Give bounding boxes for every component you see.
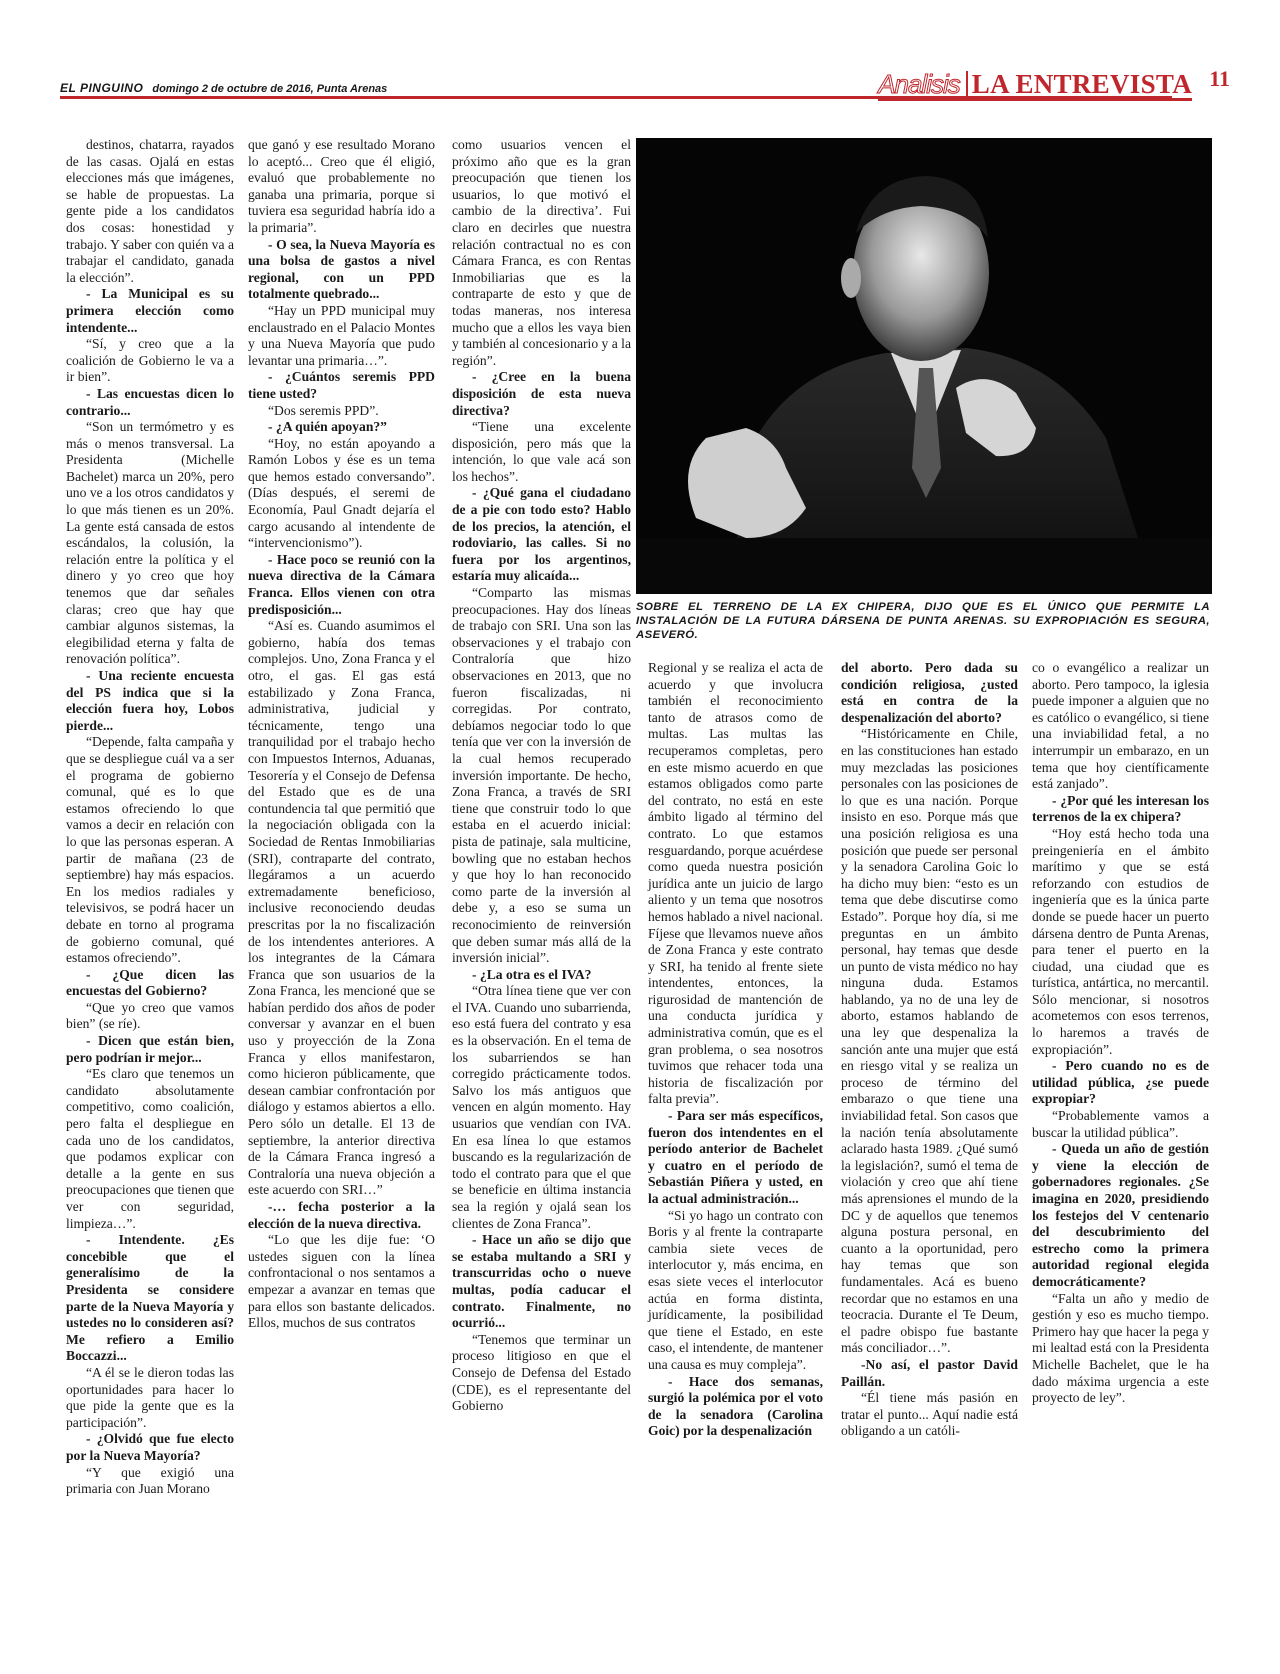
article-column-1 bbox=[66, 137, 234, 1498]
article-column-4 bbox=[648, 660, 823, 1440]
answer-paragraph: destinos, chatarra, rayados de las casas. Ojalá en estas elecciones más que imágenes, se hable de propuestas. La gente pide a los candidatos dos cosas: honestidad y trabajo. Y saber con quién va a trabajar el candidato, ganada la elección”. bbox=[66, 137, 234, 285]
answer-paragraph: “Comparto las mismas preocupaciones. Hay dos líneas de trabajo con SRI. Una son las observaciones y el trabajo con Contraloría que hizo observaciones en 2013, que no fueron fiscalizadas, ni corregidas. Por contrato, debíamos negociar todo lo que tenía que ver con la inversión de la cual hemos recuperado inversión importante. De hecho, Zona Franca, a través de SRI tiene que construir todo lo que estaba en el acuerdo inicial: pista de patinaje, sala multicine, bowling que no estaban hechos y que hoy lo han reconocido como parte de la inversión al debe y, a eso se suma un reconocimiento de reinversión que deben sumar más allá de la inversión inicial”. bbox=[452, 585, 631, 966]
interview-question: - Queda un año de gestión y viene la elección de gobernadores regionales. ¿Se imagina en 2020, presidiendo los festejos del V centenario del descubrimiento del estrecho como la primera autoridad regional elegida democráticamente? bbox=[1032, 1141, 1209, 1289]
interview-photo bbox=[636, 138, 1212, 594]
answer-paragraph: “Es claro que tenemos un candidato absolutamente competitivo, como coalición, pero falta el despliegue en cada uno de los candidatos, que podamos explicar con detalle a la gente en sus preocupaciones que tienen que ver con seguridad, limpieza…”. bbox=[66, 1066, 234, 1231]
answer-paragraph: “Si yo hago un contrato con Boris y al frente la contraparte cambia siete veces de interlocutor y, más encima, en esas siete veces el interlocutor actúa en forma distinta, jurídicamente, la posibilidad que tiene el Estado, en este caso, el intendente, de mantener una causa es muy compleja”. bbox=[648, 1207, 823, 1372]
answer-paragraph: “Lo que les dije fue: ‘O ustedes siguen con la línea confrontacional o nos sentamos a empezar a avanzar en temas que para ellos son bastante delicados. Ellos, muchos de sus contratos bbox=[248, 1232, 435, 1331]
answer-paragraph: “Falta un año y medio de gestión y eso es mucho tiempo. Primero hay que hacer la pega y mi lealtad está con la Presidenta Michelle Bachelet, que le ha dado máxima urgencia a este proyecto de ley”. bbox=[1032, 1290, 1209, 1406]
article-column-3 bbox=[452, 137, 631, 1415]
interview-question: - ¿A quién apoyan?” bbox=[268, 419, 387, 435]
answer-paragraph: “A él se le dieron todas las oportunidades para hacer lo que pide la gente que es la participación”. bbox=[66, 1364, 234, 1430]
answer-paragraph: “Tenemos que terminar un proceso litigioso en que el Consejo de Defensa del Estado (CDE), es el representante del Gobierno bbox=[452, 1331, 631, 1414]
interview-question: - Pero cuando no es de utilidad pública, ¿se puede expropiar? bbox=[1032, 1058, 1209, 1107]
interview-question: - Una reciente encuesta del PS indica que si la elección fuera hoy, Lobos pierde... bbox=[66, 668, 234, 733]
answer-paragraph: “Que yo creo que vamos bien” (se ríe). bbox=[66, 999, 234, 1032]
interview-question: - ¿Qué gana el ciudadano de a pie con todo esto? Hablo de los precios, la atención, el rodoviario, las calles. Si no fuera por los argentinos, estaría muy alicaída... bbox=[452, 485, 631, 584]
answer-paragraph: “Hay un PPD municipal muy enclaustrado en el Palacio Montes y una Nueva Mayoría que pudo levantar una primaria…”. bbox=[248, 302, 435, 368]
section-title: LA ENTREVISTA bbox=[971, 68, 1192, 99]
newspaper-brand: EL PINGUINO bbox=[60, 81, 144, 95]
article-column-6 bbox=[1032, 660, 1209, 1407]
section-divider bbox=[966, 71, 968, 97]
interview-question: - Las encuestas dicen lo contrario... bbox=[66, 385, 234, 418]
masthead bbox=[60, 81, 387, 95]
interview-question: - Dicen que están bien, pero podrían ir mejor... bbox=[66, 1033, 234, 1065]
interview-question: - ¿Que dicen las encuestas del Gobierno? bbox=[66, 966, 234, 999]
answer-paragraph: “Depende, falta campaña y que se despliegue cuál va a ser el programa de gobierno comunal, qué es lo que estamos ofreciendo lo que vamos a decir en relación con lo que las personas esperan. A partir de mañana (23 de septiembre) hay más espacios. En los medios radiales y televisivos, se podrá hacer un debate en torno al programa de gobierno comunal, qué estamos ofreciendo”. bbox=[66, 734, 234, 966]
section-script: Analisis bbox=[878, 68, 960, 99]
answer-paragraph: “Así es. Cuando asumimos el gobierno, había dos temas complejos. Uno, Zona Franca y el otro, el gas. El gas está estabilizado y Zona Franca, administrativa, judicial y técnicamente, tengo una tranquilidad por el trabajo hecho con Impuestos Internos, Aduanas, Tesorería y el Consejo de Defensa del Estado que es de una contundencia tal que permitió que la negociación obligada con la Sociedad de Rentas Inmobiliarias (SRI), contraparte del contrato, llegáramos a un acuerdo extremadamente beneficioso, inclusive reconociendo deudas prescritas por la no fiscalización de los intendentes anteriores. A los integrantes de la Cámara Franca que son usuarios de la Zona Franca, les mencioné que se habían perdido dos años de poder conversar y avanzar en el buen uso y proyección de la Zona Franca y ellos manifestaron, como hicieron públicamente, que desean cambiar confrontación por diálogo y estamos abiertos a ello. Pero sólo un detalle. El 13 de septiembre, la anterior directiva de la Cámara Franca ingresó a Contraloría una nueva objeción a este acuerdo con SRI…” bbox=[248, 618, 435, 1198]
section-label bbox=[878, 70, 1192, 101]
answer-paragraph-continued: como usuarios vencen el próximo año que es la gran preocupación que tienen los usuarios, lo que motivó el cambio de la directiva’. Fui claro en decirles que nuestra relación contractual no es con Cámara Franca, es con Rentas Inmobiliarias que es la contraparte de esto y que de todas maneras, nos interesa mucho que a ellos les vaya bien y también al concesionario y a la región”. bbox=[452, 137, 631, 368]
interview-question: - ¿Cuántos seremis PPD tiene usted? bbox=[248, 369, 435, 401]
interviewee-photo-illustration bbox=[636, 138, 1212, 594]
answer-paragraph: “Hoy, no están apoyando a Ramón Lobos y ése es un tema que hemos estado conversando”. (Días después, el seremi de Economía, Paul Gnadt dejaría el cargo acusando al intendente de “intervencionismo”). bbox=[248, 435, 435, 551]
interview-question: - Hace dos semanas, surgió la polémica por el voto de la senadora (Carolina Goic) por la despenalización bbox=[648, 1373, 823, 1439]
answer-paragraph: “Sí, y creo que a la coalición de Gobierno le va a ir bien”. bbox=[66, 336, 234, 385]
interview-question: - Intendente. ¿Es concebible que el generalísimo de la Presidenta se considere parte de la Nueva Mayoría y ustedes no lo consideren así? Me refiero a Emilio Boccazzi... bbox=[66, 1232, 234, 1364]
interview-question: - Hace un año se dijo que se estaba multando a SRI y transcurridas ocho o nueve multas, podía caducar el contrato. Finalmente, no ocurrió... bbox=[452, 1232, 631, 1331]
interview-question-continued: del aborto. Pero dada su condición religiosa, ¿usted está en contra de la despenalización del aborto? bbox=[841, 660, 1018, 725]
answer-paragraph: “Él tiene más pasión en tratar el punto... Aquí nadie está obligando a un católi- bbox=[841, 1390, 1018, 1439]
page-number: 11 bbox=[1209, 66, 1230, 91]
answer-paragraph: “Dos seremis PPD”. bbox=[268, 402, 379, 418]
article-column-2 bbox=[248, 137, 435, 1332]
issue-date: domingo 2 de octubre de 2016, Punta Arenas bbox=[152, 83, 388, 95]
interview-question: -… fecha posterior a la elección de la nueva directiva. bbox=[248, 1199, 435, 1231]
answer-paragraph: “Son un termómetro y es más o menos transversal. La Presidenta (Michelle Bachelet) marca un 20%, pero uno ve a los otros candidatos y lo que más tienen es un 20%. La gente está cansada de estos escándalos, la colusión, la relación entre la política y el dinero y yo creo que hoy tenemos que dar señales claras; creo que hay que cambiar algunos sistemas, la elegibilidad eterna y falta de renovación política”. bbox=[66, 419, 234, 667]
answer-paragraph: “Tiene una excelente disposición, pero más que la intención, lo que vale acá son los hechos”. bbox=[452, 419, 631, 484]
interview-question: - ¿Olvidó que fue electo por la Nueva Mayoría? bbox=[66, 1431, 234, 1463]
page-header bbox=[60, 64, 1230, 104]
answer-paragraph-continued: que ganó y ese resultado Morano lo aceptó... Creo que él eligió, evaluó que probablemente no ganaba una primaria, porque si tuviera esa seguridad habría ido a la primaria”. bbox=[248, 137, 435, 235]
article-column-5 bbox=[841, 660, 1018, 1440]
answer-paragraph: “Y que exigió una primaria con Juan Morano bbox=[66, 1464, 234, 1497]
interview-question: - ¿La otra es el IVA? bbox=[472, 966, 592, 982]
answer-paragraph: “Hoy está hecho toda una preingeniería en el ámbito marítimo y que se está reforzando con estudios de ingeniería que es la única parte donde se puede hacer un puerto dársena dentro de Punta Arenas, para tener el puerto en la ciudad, una ciudad que es turística, antártica, no mercantil. Sólo mencionar, si nosotros acometemos con esos terrenos, lo haremos a través de expropiación”. bbox=[1032, 825, 1209, 1057]
answer-paragraph-continued: Regional y se realiza el acta de acuerdo y que involucra también el reconocimiento tanto de atrasos como de multas. Las multas las recuperamos completas, pero en este mismo acuerdo en que estamos obligados como parte del contrato, no está en este ámbito ligado al término del contrato. Lo que estamos resguardando, porque acuérdese como queda nuestra posición jurídica ante un juicio de largo aliento y un tema que nosotros hemos hablado a nivel nacional. Fíjese que llevamos nueve años de Zona Franca y este contrato y SRI, ha tenido al frente siete intendentes, entonces, la rigurosidad de mantención de una conducta jurídica y administrativa común, que es el gran problema, o sea nosotros tuvimos que rehacer toda una historia de fiscalización por falta previa”. bbox=[648, 660, 823, 1107]
answer-paragraph-continued: co o evangélico a realizar un aborto. Pero tampoco, la iglesia puede imponer a alguien que no es católico o evangélico, si tiene una inviabilidad fetal, a no interrumpir un embarazo, en un tema que hoy científicamente está zanjado”. bbox=[1032, 660, 1209, 792]
answer-paragraph: “Históricamente en Chile, en las constituciones han estado muy mezcladas las posiciones personales con las posiciones de lo que es una nación. Porque insisto en eso. Porque más que una posición religiosa es una posición que puede ser personal y la senadora Carolina Goic lo ha dicho muy bien: “esto es un tema que debe discutirse como Estado”. Porque hoy día, si me preguntas en un ámbito personal, hay temas que desde un punto de vista médico no hay ninguna duda. Estamos hablando, ya no de una ley de aborto, estamos hablando de una ley que despenaliza la sanción ante una mujer que está en riesgo vital y se realiza un proceso de término del embarazo o que tiene una inviabilidad fetal. Son casos que la nación tenía absolutamente aclarado hasta 1989. ¿Qué sumó la legislación?, sumó el tema de violación y creo que ahí tiene más aprensiones el mundo de la DC y de aquellos que tenemos alguna postura personal, en cuanto a la oportunidad, pero hay temas que son fundamentales. Acá es bueno recordar que no estamos en una teocracia. Durante el Te Deum, el padre obispo fue bastante más conciliador…”. bbox=[841, 726, 1018, 1356]
interview-question: - O sea, la Nueva Mayoría es una bolsa de gastos a nivel regional, con un PPD totalmente quebrado... bbox=[248, 236, 435, 302]
interview-question: - La Municipal es su primera elección como intendente... bbox=[66, 286, 234, 335]
interview-question: - ¿Cree en la buena disposición de esta nueva directiva? bbox=[452, 369, 631, 418]
interview-question: -No así, el pastor David Paillán. bbox=[841, 1356, 1018, 1389]
interview-question: - Hace poco se reunió con la nueva directiva de la Cámara Franca. Ellos vienen con otra predisposición... bbox=[248, 551, 435, 617]
answer-paragraph: “Probablemente vamos a buscar la utilidad pública”. bbox=[1032, 1108, 1209, 1140]
photo-caption: SOBRE EL TERRENO DE LA EX CHIPERA, DIJO QUE ES EL ÚNICO QUE PERMITE LA INSTALACIÓN DE LA FUTURA DÁRSENA DE PUNTA ARENAS. SU EXPROPIACIÓN ES SEGURA, ASEVERÓ. bbox=[636, 601, 1210, 641]
interview-question: - ¿Por qué les interesan los terrenos de la ex chipera? bbox=[1032, 792, 1209, 825]
answer-paragraph: “Otra línea tiene que ver con el IVA. Cuando uno subarrienda, eso está fuera del contrato y esa es la observación. En el tema de los subarriendos se han corregido prácticamente todos. Salvo los más antiguos que vencen en algún momento. Hay usuarios que vendían con IVA. En esa línea lo que estamos buscando es la regularización de todo el contrato para que el que se beneficie en última instancia sea la región y ojalá sean los clientes de Zona Franca”. bbox=[452, 983, 631, 1231]
interview-question: - Para ser más específicos, fueron dos intendentes en el período anterior de Bachelet y cuatro en el período de Sebastián Piñera y usted, en la actual administración... bbox=[648, 1108, 823, 1206]
